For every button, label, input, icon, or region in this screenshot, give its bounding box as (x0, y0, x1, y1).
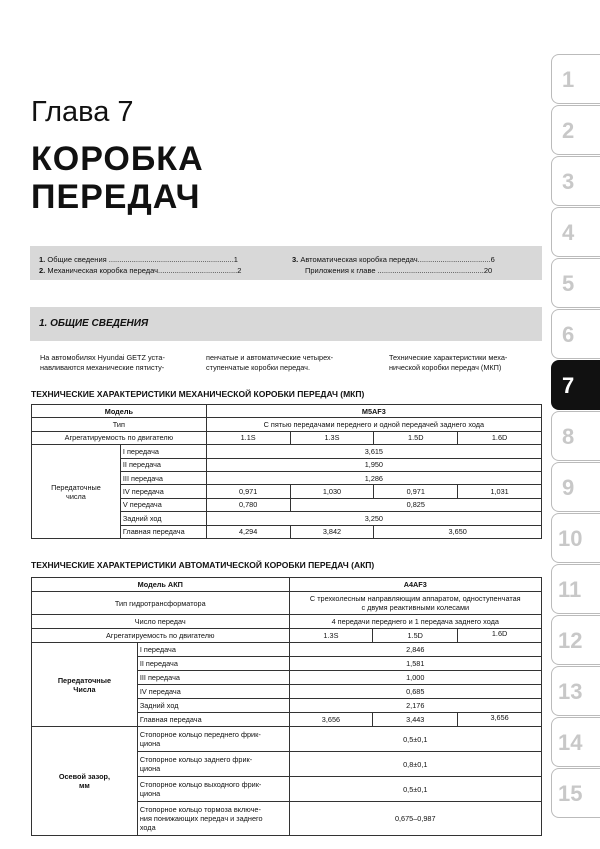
clearance-name-line: Стопорное кольцо выходного фрик- (139, 780, 262, 789)
chapter-tab-9[interactable] (551, 462, 600, 512)
intro-column-1 (40, 353, 165, 373)
intro-line: ступенчатые коробки передач. (206, 363, 311, 372)
clearance-name (137, 802, 289, 836)
clearance-name-line: циона (139, 739, 161, 748)
type-label: Тип (32, 418, 207, 431)
ratios-label-line: Передаточные (57, 675, 112, 685)
tab-label: 7 (562, 373, 575, 398)
intro-line: На автомобилях Hyundai GETZ уста- (40, 353, 165, 362)
chapter-tab-12[interactable] (551, 615, 600, 665)
clearance-name (137, 752, 289, 777)
gear-ratio: 0,825 (290, 498, 541, 511)
engine-value: 1.1S (206, 431, 290, 444)
model-value: M5AF3 (206, 405, 541, 418)
chapter-tab-10[interactable] (551, 513, 600, 563)
tab-label: 11 (558, 577, 582, 602)
chapter-tab-6[interactable] (551, 309, 600, 359)
gear-ratio: 1,000 (289, 671, 541, 685)
tab-label: 2 (562, 118, 575, 143)
clearance-value: 0,5±0,1 (289, 777, 541, 802)
chapter-tab-13[interactable] (551, 666, 600, 716)
manual-gearbox-table (31, 404, 542, 539)
toc-number: 2. (39, 266, 46, 275)
chapter-tab-2[interactable] (551, 105, 600, 155)
table-row (32, 615, 542, 629)
table-row (32, 727, 542, 752)
clearance-name-line: ния понижающих передач и заднего (139, 814, 263, 823)
toc-number: 1. (39, 255, 46, 264)
clearance-name (137, 727, 289, 752)
tab-label: 14 (558, 730, 583, 755)
gear-ratio: 1,030 (290, 485, 374, 498)
toc-number: 3. (292, 255, 299, 264)
clearance-name-line: циона (139, 764, 161, 773)
tab-label: 13 (558, 679, 583, 704)
gear-name: Задний ход (137, 699, 289, 713)
gear-ratio: 2,846 (289, 643, 541, 657)
clearance-name-line: Стопорное кольцо тормоза включе- (139, 805, 261, 814)
gear-name: IV передача (137, 685, 289, 699)
gears-count-label: Число передач (32, 615, 290, 629)
toc-text: Общие сведения ............................................................1 (47, 255, 238, 264)
tab-label: 1 (562, 67, 575, 92)
clearance-value: 0,5±0,1 (289, 727, 541, 752)
ratios-label (32, 643, 138, 727)
clearance-label-line: Осевой зазор, (58, 772, 111, 781)
toc-item[interactable] (305, 266, 492, 275)
converter-value (289, 592, 541, 615)
engine-value: 1.3S (290, 431, 374, 444)
gear-name: Главная передача (137, 713, 289, 727)
chapter-tab-8[interactable] (551, 411, 600, 461)
gear-ratio: 0,780 (206, 498, 290, 511)
toc-text: Механическая коробка передач......................................2 (47, 266, 242, 275)
clearance-value: 0,675–0,987 (289, 802, 541, 836)
model-value: A4AF3 (289, 578, 541, 592)
table-row (32, 578, 542, 592)
gear-name: I передача (120, 445, 206, 458)
intro-column-3 (389, 353, 507, 373)
engine-label: Агрегатируемость по двигателю (32, 431, 207, 444)
clearance-name-line: Стопорное кольцо переднего фрик- (139, 730, 261, 739)
gear-ratio: 2,176 (289, 699, 541, 713)
clearance-name-line: хода (139, 823, 156, 832)
converter-value-line: с двумя реактивными колесами (361, 603, 470, 612)
automatic-gearbox-table (31, 577, 542, 836)
table-row (32, 445, 542, 458)
engine-value: 1.6D (458, 431, 542, 444)
chapter-tab-14[interactable] (551, 717, 600, 767)
gear-name: IV передача (120, 485, 206, 498)
table-row (32, 418, 542, 431)
toc-text: Автоматическая коробка передач...................................6 (300, 255, 495, 264)
gear-ratio: 1,581 (289, 657, 541, 671)
gear-ratio: 0,971 (374, 485, 458, 498)
ratios-label (32, 445, 121, 539)
intro-line: нической коробки передач (МКП) (389, 363, 502, 372)
gear-ratio: 1,950 (206, 458, 541, 471)
section-header (30, 307, 542, 341)
table-row (32, 592, 542, 615)
gear-ratio: 1,031 (458, 485, 542, 498)
gear-ratio: 3,650 (374, 525, 542, 538)
intro-line: Технические характеристики меха- (389, 353, 508, 362)
chapter-title (31, 140, 204, 216)
gear-ratio: 3,842 (290, 525, 374, 538)
chapter-tab-1[interactable] (551, 54, 600, 104)
gear-ratio: 3,656 (458, 713, 542, 727)
toc-item[interactable] (292, 255, 495, 264)
model-label: Модель (32, 405, 207, 418)
tab-label: 9 (562, 475, 575, 500)
ratios-label-line: Числа (73, 684, 96, 694)
table-row (32, 405, 542, 418)
chapter-label: Глава 7 (31, 96, 134, 128)
engine-value: 1.5D (374, 431, 458, 444)
gear-ratio: 3,656 (289, 713, 373, 727)
gear-ratio: 1,286 (206, 471, 541, 484)
toc-item[interactable] (39, 255, 238, 264)
table-row (32, 643, 542, 657)
clearance-value: 0,8±0,1 (289, 752, 541, 777)
chapter-tab-15[interactable] (551, 768, 600, 818)
chapter-tab-3[interactable] (551, 156, 600, 206)
engine-label: Агрегатируемость по двигателю (32, 629, 290, 643)
intro-line: пенчатые и автоматические четырех- (206, 353, 334, 362)
gear-name: V передача (120, 498, 206, 511)
clearance-name (137, 777, 289, 802)
gears-count-value: 4 передачи переднего и 1 передача заднего хода (289, 615, 541, 629)
tab-label: 5 (562, 271, 575, 296)
gear-name: III передача (137, 671, 289, 685)
chapter-title-line1: КОРОБКА (31, 140, 204, 178)
gear-name: Задний ход (120, 512, 206, 525)
table-row (32, 629, 542, 643)
chapter-tab-5[interactable] (551, 258, 600, 308)
clearance-name-line: циона (139, 789, 161, 798)
clearance-label-line: мм (79, 781, 90, 790)
engine-value: 1.6D (458, 629, 542, 643)
table-of-contents (30, 246, 542, 280)
automatic-table-title: ТЕХНИЧЕСКИЕ ХАРАКТЕРИСТИКИ АВТОМАТИЧЕСКОЙ КОРОБКИ ПЕРЕДАЧ (АКП) (31, 560, 375, 570)
gear-ratio: 3,443 (373, 713, 458, 727)
tab-label: 6 (562, 322, 575, 347)
intro-line: навливаются механические пятисту- (40, 363, 165, 372)
converter-label: Тип гидротрансформатора (32, 592, 290, 615)
chapter-tab-4[interactable] (551, 207, 600, 257)
chapter-tab-11[interactable] (551, 564, 600, 614)
gear-name: II передача (137, 657, 289, 671)
type-value: С пятью передачами переднего и одной передачей заднего хода (206, 418, 541, 431)
gear-ratio: 3,250 (206, 512, 541, 525)
engine-value: 1.5D (373, 629, 458, 643)
tab-label: 10 (558, 526, 583, 551)
ratios-label-line: Передаточные (51, 482, 101, 492)
table-row (32, 431, 542, 444)
manual-table-title: ТЕХНИЧЕСКИЕ ХАРАКТЕРИСТИКИ МЕХАНИЧЕСКОЙ КОРОБКИ ПЕРЕДАЧ (МКП) (31, 389, 365, 399)
tab-label: 8 (562, 424, 575, 449)
clearance-name-line: Стопорное кольцо заднего фрик- (139, 755, 253, 764)
tab-label: 12 (558, 628, 583, 653)
section-title: 1. ОБЩИЕ СВЕДЕНИЯ (39, 318, 149, 329)
gear-name: II передача (120, 458, 206, 471)
tab-label: 15 (558, 781, 583, 806)
chapter-tab-7[interactable] (551, 360, 600, 410)
gear-ratio: 0,685 (289, 685, 541, 699)
tab-label: 4 (562, 220, 575, 245)
gear-name: III передача (120, 471, 206, 484)
converter-value-line: С трехколесным направляющим аппаратом, одноступенчатая (309, 594, 521, 603)
gear-name: I передача (137, 643, 289, 657)
gear-ratio: 0,971 (206, 485, 290, 498)
clearance-label (32, 727, 138, 836)
gear-ratio: 3,615 (206, 445, 541, 458)
model-label: Модель АКП (32, 578, 290, 592)
ratios-label-line: числа (66, 491, 86, 501)
engine-value: 1.3S (289, 629, 373, 643)
gear-ratio: 4,294 (206, 525, 290, 538)
intro-column-2 (206, 353, 333, 373)
tab-label: 3 (562, 169, 575, 194)
toc-text: Приложения к главе ...................................................20 (305, 266, 493, 275)
toc-item[interactable] (39, 266, 241, 275)
chapter-title-line2: ПЕРЕДАЧ (31, 178, 201, 216)
gear-name: Главная передача (120, 525, 206, 538)
